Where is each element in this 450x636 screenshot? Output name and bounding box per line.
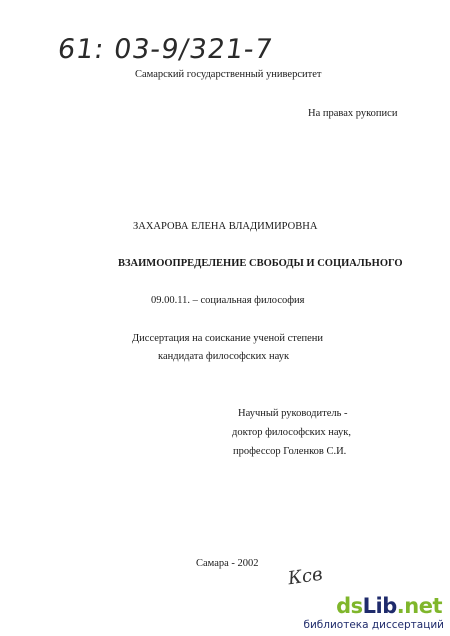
- watermark-logo: dsLib.net: [336, 594, 442, 618]
- degree-line-1: Диссертация на соискание ученой степени: [132, 333, 324, 344]
- advisor-line-2: доктор философских наук,: [232, 427, 351, 438]
- university-name: Самарский государственный университет: [135, 69, 322, 80]
- dslib-watermark: [303, 592, 450, 636]
- dissertation-title: ВЗАИМООПРЕДЕЛЕНИЕ СВОБОДЫ И СОЦИАЛЬНОГО: [118, 258, 403, 269]
- advisor-line-3: профессор Голенков С.И.: [233, 446, 347, 457]
- specialty-code: 09.00.11. – социальная философия: [151, 295, 305, 306]
- city-year: Самара - 2002: [196, 558, 259, 569]
- advisor-line-1: Научный руководитель -: [238, 408, 348, 419]
- degree-line-2: кандидата философских наук: [158, 351, 290, 362]
- handwritten-catalog-number: 61: 03-9/321-7: [55, 34, 276, 65]
- rights-note: На правах рукописи: [308, 108, 398, 119]
- watermark-subtitle: библиотека диссертаций: [303, 619, 444, 631]
- handwritten-signature: Ксв: [286, 563, 324, 590]
- author-name: ЗАХАРОВА ЕЛЕНА ВЛАДИМИРОВНА: [133, 221, 318, 232]
